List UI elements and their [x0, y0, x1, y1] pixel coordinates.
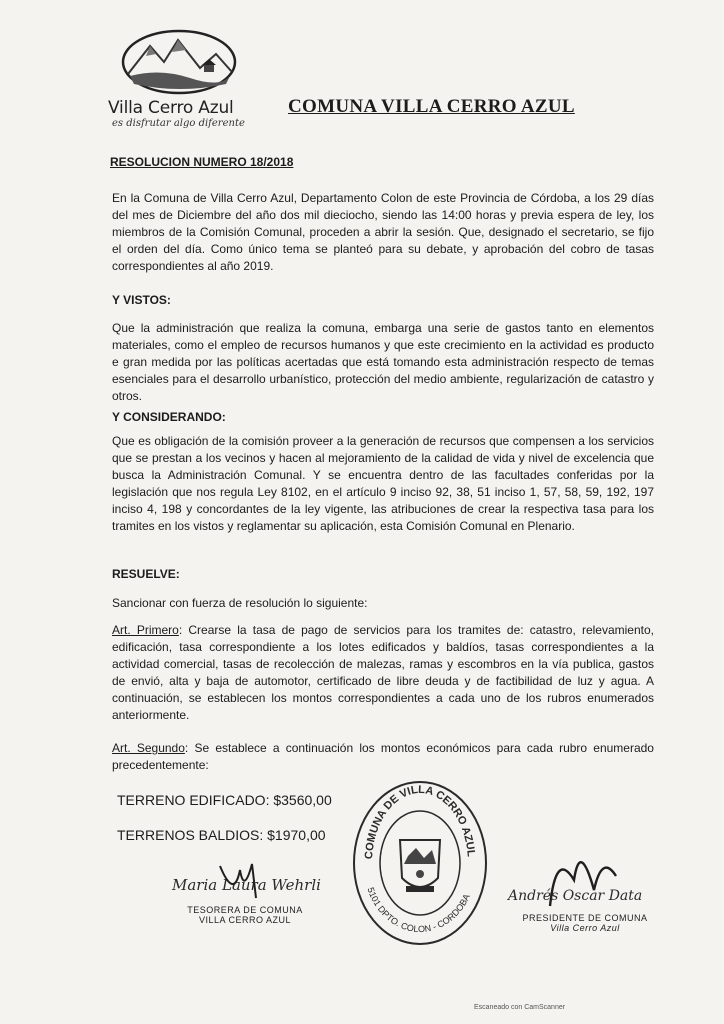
svg-text:Andrés Oscar Data: Andrés Oscar Data — [508, 888, 643, 904]
logo-mountain-icon — [120, 28, 238, 96]
logo-slogan: es disfrutar algo diferente — [112, 118, 245, 129]
article-segundo — [112, 740, 654, 774]
logo — [108, 28, 258, 129]
signature-president — [500, 840, 670, 933]
vistos-paragraph: Que la administración que realiza la comuna, embarga una serie de gastos tanto en elementos materiales, como el empleo de recursos humanos y que este crecimiento en la actividad es producto e gran medida por las políticas acertadas que está tomando esta administración respecto de temas esenciales para el desarrollo urbanístico, protección del medio ambiente, regularización de catastro y otros. — [112, 321, 654, 403]
svg-text:COMUNA DE VILLA CERRO AZUL: COMUNA DE VILLA CERRO AZUL — [363, 783, 477, 860]
considerando-paragraph: Que es obligación de la comisión proveer a la generación de recursos que compensen a los servicios que se prestan a los vecinos y hacen al mejoramiento de la calidad de vida y nivel de excelencia que busca la Administración Comunal. Y se encuentra dentro de las facultades conferidas por la legislación que nos regula Ley 8102, en el artículo 9 inciso 92, 38, 51 inciso 1, 57, 58, 59, 192, 197 inciso 4, 198 y concordantes de la ley vigente, las atribuciones de crear la respectiva tasa para los tramites en los vistos y reglamentar su aplicación, esta Comisión Comunal en Plenario. — [112, 434, 654, 533]
svg-text:Maria Laura Wehrli: Maria Laura Wehrli — [172, 876, 321, 894]
article-segundo-label: Art. Segundo — [112, 741, 185, 755]
signature-treasurer — [160, 860, 330, 925]
amount-terreno-edificado: TERRENO EDIFICADO: $3560,00 — [117, 792, 332, 808]
seal-stamp-icon — [350, 778, 490, 948]
vistos-heading: Y VISTOS: — [112, 293, 171, 307]
resolution-number: RESOLUCION NUMERO 18/2018 — [110, 155, 294, 169]
treasurer-place: VILLA CERRO AZUL — [198, 915, 292, 925]
considerando-heading: Y CONSIDERANDO: — [112, 410, 226, 424]
article-primero — [112, 622, 654, 724]
treasurer-title: TESORERA DE COMUNA — [187, 905, 303, 915]
resuelve-intro: Sancionar con fuerza de resolución lo siguiente: — [112, 596, 368, 610]
official-seal — [350, 778, 490, 953]
article-primero-label: Art. Primero — [112, 623, 179, 637]
amount-terrenos-baldios: TERRENOS BALDIOS: $1970,00 — [117, 827, 326, 843]
scanner-watermark: Escaneado con CamScanner — [474, 1004, 566, 1011]
resuelve-heading: RESUELVE: — [112, 567, 180, 581]
handwritten-signature-right — [500, 840, 670, 908]
article-segundo-text: : Se establece a continuación los montos económicos para cada rubro enumerado precedentemente: — [112, 741, 654, 772]
president-place: Villa Cerro Azul — [550, 923, 620, 933]
president-title: PRESIDENTE DE COMUNA — [522, 913, 648, 923]
page-title: COMUNA VILLA CERRO AZUL — [288, 96, 575, 117]
intro-paragraph: En la Comuna de Villa Cerro Azul, Departamento Colon de este Provincia de Córdoba, a los 29 días del mes de Diciembre del año dos mil dieciocho, siendo las 14:00 horas y previa espera de ley, los miembros de la Comisión Comunal, proceden a abrir la sesión. Que, designado el secretario, se fijo el orden del día. Como único tema se planteó para su debate, y aprobación del cobro de tasas correspondientes al año 2019. — [112, 191, 654, 273]
article-primero-text: : Crearse la tasa de pago de servicios para los tramites de: catastro, relevamiento, edificación, tasa correspondiente a los lotes edificados y baldíos, tasas correspondientes a la actividad comercial, tasas de recolección de malezas, ramas y escombros en la vía publica, gastos de envió, alta y baja de automotor, certificado de libre deuda y de factibilidad de luz y agua. A continuación, se establecen los montos correspondientes a cada uno de los rubros enumerados anteriormente. — [112, 623, 654, 722]
logo-name: Villa Cerro Azul — [108, 98, 234, 118]
svg-text:5101 DPTO. COLON - CORDOBA: 5101 DPTO. COLON - CORDOBA — [365, 886, 472, 935]
handwritten-signature-left — [160, 860, 330, 900]
